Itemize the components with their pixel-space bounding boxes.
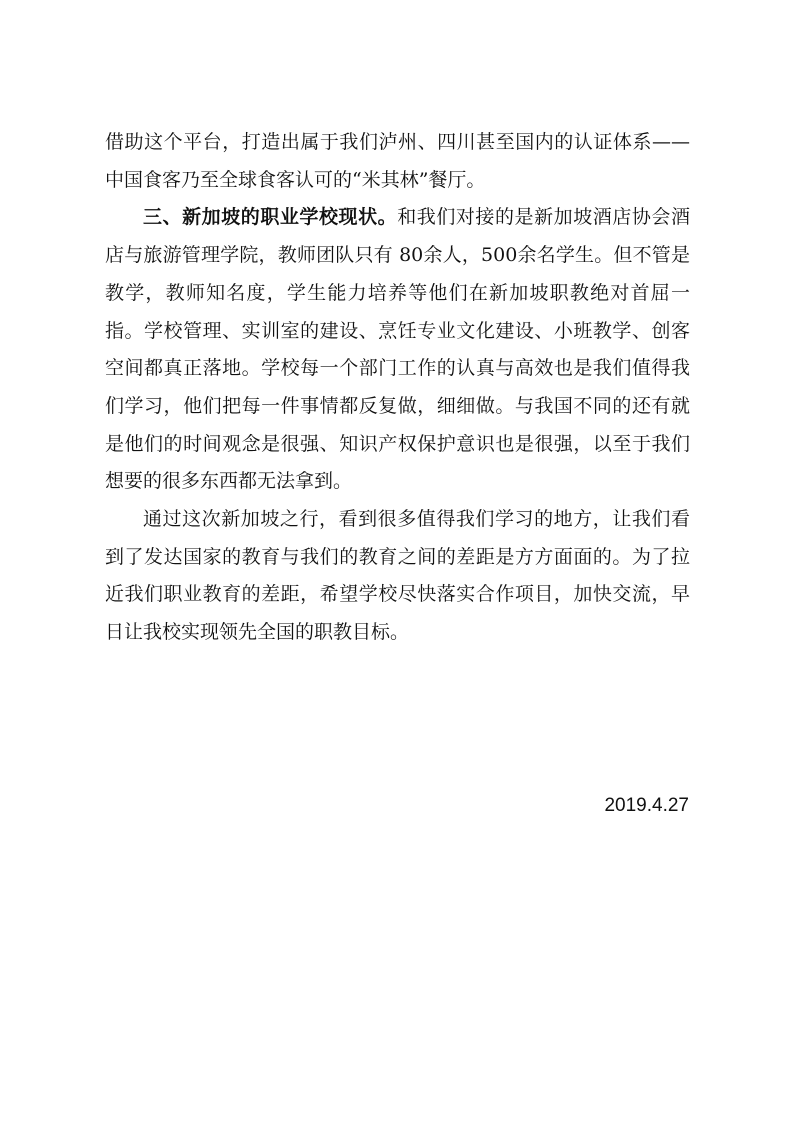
document-body — [105, 124, 690, 652]
paragraph-1-text: 借助这个平台，打造出属于我们泸州、四川甚至国内的认证体系——中国食客乃至全球食客认可的“米其林”餐厅。 — [105, 131, 690, 191]
paragraph-2 — [105, 199, 690, 501]
paragraph-2-text: 和我们对接的是新加坡酒店协会酒店与旅游管理学院，教师团队只有 80余人，500余名学生。但不管是教学，教师知名度，学生能力培养等他们在新加坡职教绝对首屈一指。学校管理、实训室的建设、烹饪专业文化建设、小班教学、创客空间都真正落地。学校每一个部门工作的认真与高效也是我们值得我们学习，他们把每一件事情都反复做，细细做。与我国不同的还有就是他们的时间观念是很强、知识产权保护意识也是很强，以至于我们想要的很多东西都无法拿到。 — [105, 206, 690, 493]
paragraph-3 — [105, 501, 690, 652]
paragraph-1 — [105, 124, 690, 199]
section-heading: 三、新加坡的职业学校现状。 — [143, 206, 398, 229]
paragraph-3-text: 通过这次新加坡之行，看到很多值得我们学习的地方，让我们看到了发达国家的教育与我们的教育之间的差距是方方面面的。为了拉近我们职业教育的差距，希望学校尽快落实合作项目，加快交流，早日让我校实现领先全国的职教目标。 — [105, 508, 690, 644]
document-date: 2019.4.27 — [604, 795, 689, 816]
